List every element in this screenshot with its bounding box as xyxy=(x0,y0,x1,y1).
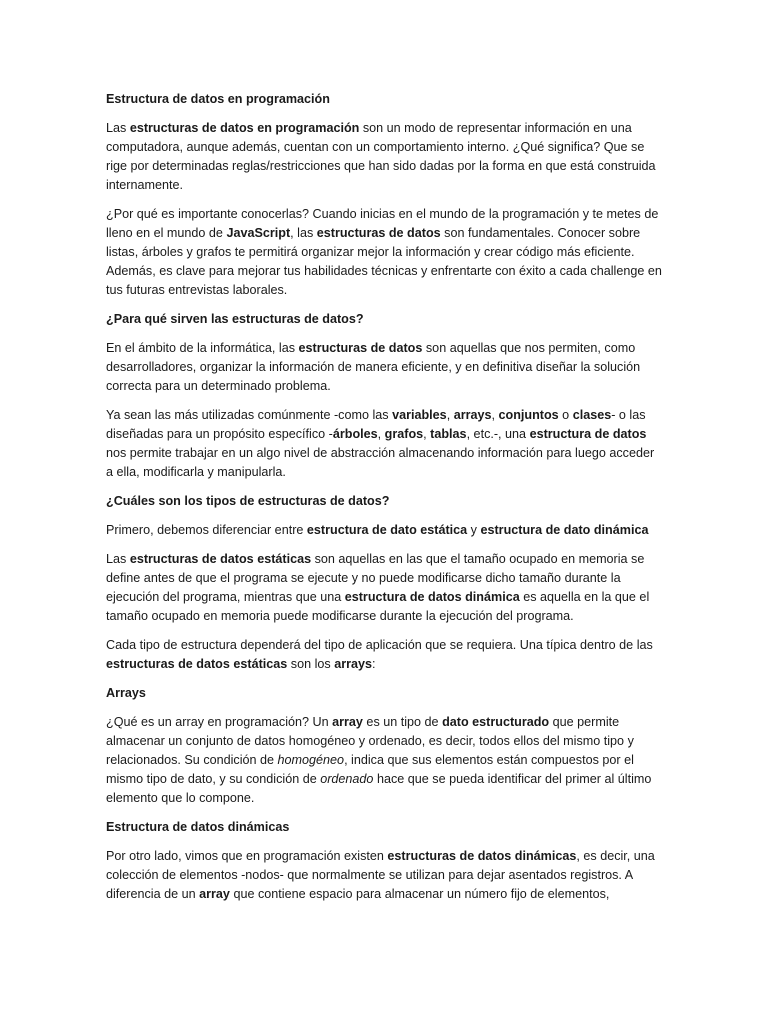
text-run: Las xyxy=(106,552,130,566)
text-run: Las xyxy=(106,121,130,135)
paragraph-ambito-informatica xyxy=(106,339,662,396)
text-run: son fundamentales. Conocer sobre listas, árboles y grafos te permitirá organizar mejor la información y crear código más eficiente. Además, es clave para mejorar tus habilidades técnicas y enfrentarte con éxito a cada challenge en tus futuras entrevistas laborales. xyxy=(106,226,662,297)
text-run: Por otro lado, vimos que en programación existen xyxy=(106,849,388,863)
text-run: , las xyxy=(290,226,317,240)
text-run: estructuras de datos dinámicas xyxy=(387,849,577,863)
document-body xyxy=(106,90,662,914)
text-run: es aquella en la que el tamaño ocupado en memoria puede modificarse durante la ejecución del programa. xyxy=(106,590,650,623)
paragraph-ejemplos xyxy=(106,406,662,482)
text-run: Cada tipo de estructura dependerá del tipo de aplicación que se requiera. Una típica dentro de las xyxy=(106,638,653,652)
text-run: nos permite trabajar en un algo nivel de abstracción almacenando información para luego acceder a ella, modificarla y manipularla. xyxy=(106,446,655,479)
text-run: Arrays xyxy=(106,686,146,700)
text-run: conjuntos xyxy=(498,408,559,422)
text-run: son un modo de representar información en una computadora, aunque además, cuentan con un comportamiento interno. ¿Qué significa? Que se rige por determinadas reglas/restricciones que han sido dadas por la forma en que está construida internamente. xyxy=(106,121,656,192)
text-run: estructuras de datos xyxy=(298,341,423,355)
text-run: estructuras de datos en programación xyxy=(129,121,360,135)
text-run: son los xyxy=(287,657,335,671)
text-run: estructuras de datos estáticas xyxy=(106,657,288,671)
text-run: ¿Por qué es importante conocerlas? Cuando inicias en el mundo de la programación y te metes de lleno en el mundo de xyxy=(106,207,659,240)
text-run: homogéneo xyxy=(277,753,345,767)
text-run: JavaScript xyxy=(226,226,291,240)
text-run: Estructura de datos dinámicas xyxy=(106,820,290,834)
text-run: estructura de datos xyxy=(529,427,647,441)
text-run: son aquellas que nos permiten, como desarrolladores, organizar la información de manera eficiente, y en definitiva diseñar la solución correcta para un determinado problema. xyxy=(106,341,641,393)
text-run: estructura de datos dinámica xyxy=(344,590,520,604)
text-run: clases xyxy=(572,408,612,422)
text-run: , xyxy=(446,408,454,422)
text-run: o xyxy=(558,408,573,422)
heading-estructura-dinamicas xyxy=(106,818,662,837)
paragraph-intro xyxy=(106,119,662,195)
heading-para-que-sirven xyxy=(106,310,662,329)
text-run: que permite almacenar un conjunto de datos homogéneo y ordenado, es decir, todos ellos del mismo tipo y relacionados. Su condición de xyxy=(106,715,634,767)
text-run: variables xyxy=(392,408,447,422)
text-run: , xyxy=(377,427,385,441)
text-run: ¿Qué es un array en programación? Un xyxy=(106,715,333,729)
text-run: Estructura de datos en programación xyxy=(106,92,330,106)
text-run: , xyxy=(423,427,431,441)
text-run: Ya sean las más utilizadas comúnmente -como las xyxy=(106,408,393,422)
paragraph-dinamicas xyxy=(106,847,662,904)
text-run: , etc.-, una xyxy=(466,427,530,441)
text-run: son aquellas en las que el tamaño ocupado en memoria se define antes de que el programa se ejecute y no puede modificarse dicho tamaño durante la ejecución del programa, mientras que una xyxy=(106,552,645,604)
text-run: ¿Para qué sirven las estructuras de datos? xyxy=(106,312,364,326)
text-run: ordenado xyxy=(320,772,374,786)
text-run: que contiene espacio para almacenar un número fijo de elementos, xyxy=(229,887,610,901)
paragraph-diferenciar xyxy=(106,521,662,540)
text-run: estructura de dato dinámica xyxy=(480,523,649,537)
text-run: estructura de dato estática xyxy=(306,523,468,537)
text-run: estructuras de datos estáticas xyxy=(129,552,312,566)
text-run: dato estructurado xyxy=(442,715,550,729)
paragraph-tipo-aplicacion xyxy=(106,636,662,674)
heading-tipos-estructuras xyxy=(106,492,662,511)
text-run: tablas xyxy=(430,427,467,441)
paragraph-que-es-array xyxy=(106,713,662,808)
text-run: , xyxy=(491,408,499,422)
text-run: es un tipo de xyxy=(362,715,443,729)
text-run: arrays xyxy=(453,408,492,422)
text-run: estructuras de datos xyxy=(316,226,441,240)
text-run: ¿Cuáles son los tipos de estructuras de datos? xyxy=(106,494,390,508)
text-run: árboles xyxy=(332,427,378,441)
text-run: arrays xyxy=(334,657,373,671)
text-run: y xyxy=(467,523,481,537)
paragraph-importance xyxy=(106,205,662,300)
text-run: grafos xyxy=(384,427,424,441)
text-run: array xyxy=(199,887,230,901)
text-run: hace que se pueda identificar del primer al último elemento que lo compone. xyxy=(106,772,652,805)
text-run: : xyxy=(372,657,376,671)
text-run: array xyxy=(332,715,363,729)
text-run: , es decir, una colección de elementos -nodos- que normalmente se utilizan para dejar asentados registros. A diferencia de un xyxy=(106,849,655,901)
paragraph-estaticas-dinamicas xyxy=(106,550,662,626)
text-run: Primero, debemos diferenciar entre xyxy=(106,523,307,537)
text-run: - o las diseñadas para un propósito específico - xyxy=(106,408,646,441)
heading-arrays xyxy=(106,684,662,703)
text-run: , indica que sus elementos están compuestos por el mismo tipo de dato, y su condición de xyxy=(106,753,634,786)
heading-estructura-datos-programacion xyxy=(106,90,662,109)
text-run: En el ámbito de la informática, las xyxy=(106,341,299,355)
